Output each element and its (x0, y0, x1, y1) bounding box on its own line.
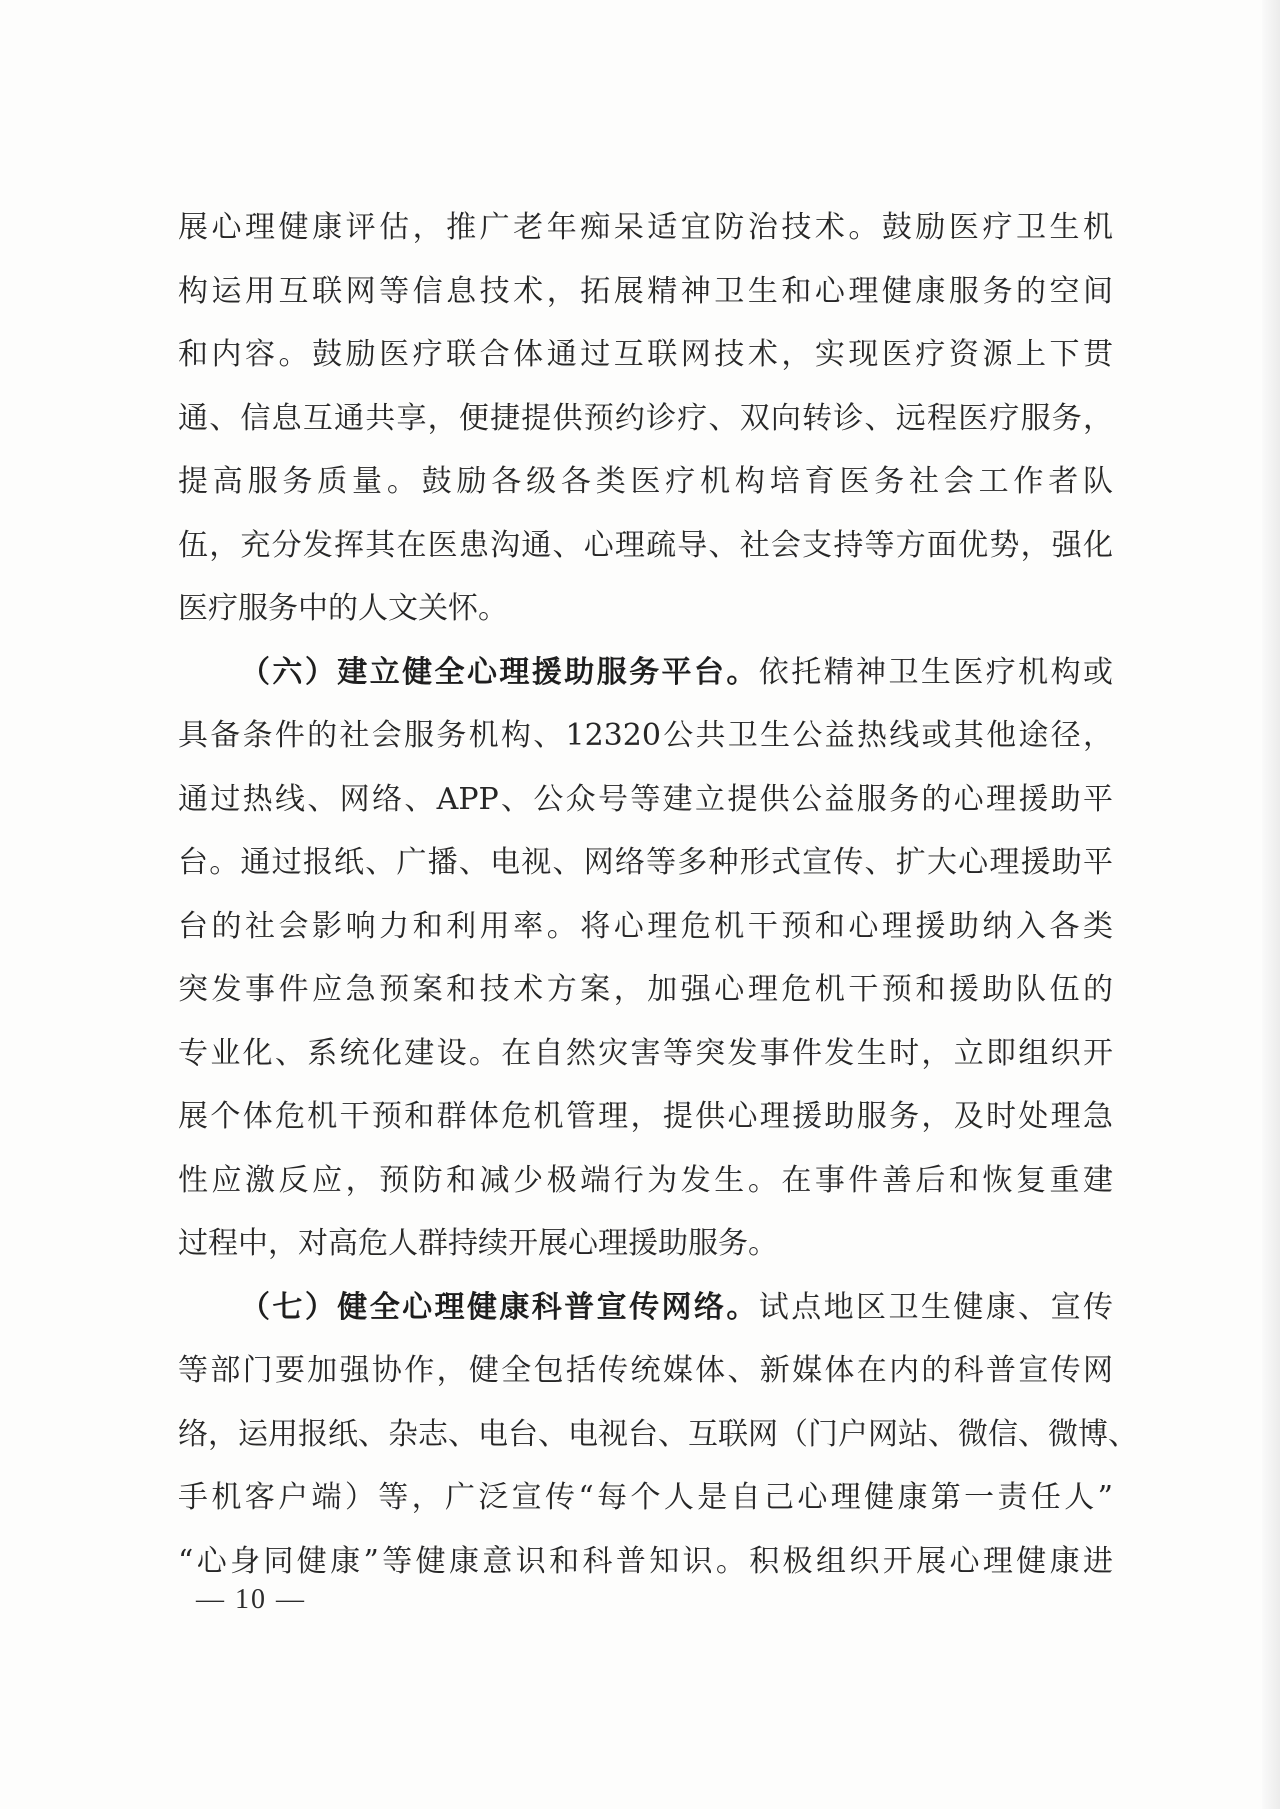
text-line: 台。通过报纸、广播、电视、网络等多种形式宣传、扩大心理援助平 (178, 845, 1113, 880)
section-7-first-line-text: 试点地区卫生健康、宣传 (758, 1289, 1114, 1325)
text-line: 过程中，对高危人群持续开展心理援助服务。 (178, 1226, 778, 1261)
text-line: 络，运用报纸、杂志、电台、电视台、互联网（门户网站、微信、微博、 (178, 1416, 1138, 1452)
scan-edge (1262, 0, 1280, 1809)
body-text (178, 196, 1138, 1593)
text-line: 性应激反应，预防和减少极端行为发生。在事件善后和恢复重建 (178, 1162, 1113, 1198)
section-6-heading: （六）建立健全心理援助服务平台。 (240, 654, 759, 690)
section-6-first-line-text: 依托精神卫生医疗机构或 (758, 654, 1114, 690)
text-line: 通过热线、网络、APP、公众号等建立提供公益服务的心理援助平 (178, 781, 1113, 817)
text-line: 构运用互联网等信息技术，拓展精神卫生和心理健康服务的空间 (178, 273, 1113, 309)
text-line: 和内容。鼓励医疗联合体通过互联网技术，实现医疗资源上下贯 (178, 337, 1113, 372)
text-line: 展个体危机干预和群体危机管理，提供心理援助服务，及时处理急 (178, 1099, 1113, 1134)
text-line: 通、信息互通共享，便捷提供预约诊疗、双向转诊、远程医疗服务， (178, 400, 1113, 436)
section-7-first-line (178, 1276, 1113, 1340)
text-line: 展心理健康评估，推广老年痴呆适宜防治技术。鼓励医疗卫生机 (178, 210, 1113, 245)
text-line: 提高服务质量。鼓励各级各类医疗机构培育医务社会工作者队 (178, 464, 1113, 499)
section-6-first-line (178, 641, 1113, 705)
text-line: 手机客户端）等，广泛宣传“每个人是自己心理健康第一责任人” (178, 1480, 1113, 1515)
text-line: 具备条件的社会服务机构、12320公共卫生公益热线或其他途径， (178, 718, 1113, 753)
text-line: 医疗服务中的人文关怀。 (178, 591, 508, 626)
text-line: 等部门要加强协作，健全包括传统媒体、新媒体在内的科普宣传网 (178, 1353, 1113, 1388)
page-number: — 10 — (196, 1584, 306, 1615)
text-line: “心身同健康”等健康意识和科普知识。积极组织开展心理健康进 (178, 1543, 1113, 1579)
section-7-heading: （七）健全心理健康科普宣传网络。 (240, 1289, 759, 1325)
text-line: 专业化、系统化建设。在自然灾害等突发事件发生时，立即组织开 (178, 1035, 1113, 1071)
text-line: 台的社会影响力和利用率。将心理危机干预和心理援助纳入各类 (178, 908, 1113, 944)
text-line: 突发事件应急预案和技术方案，加强心理危机干预和援助队伍的 (178, 972, 1113, 1007)
text-line: 伍，充分发挥其在医患沟通、心理疏导、社会支持等方面优势，强化 (178, 527, 1113, 563)
